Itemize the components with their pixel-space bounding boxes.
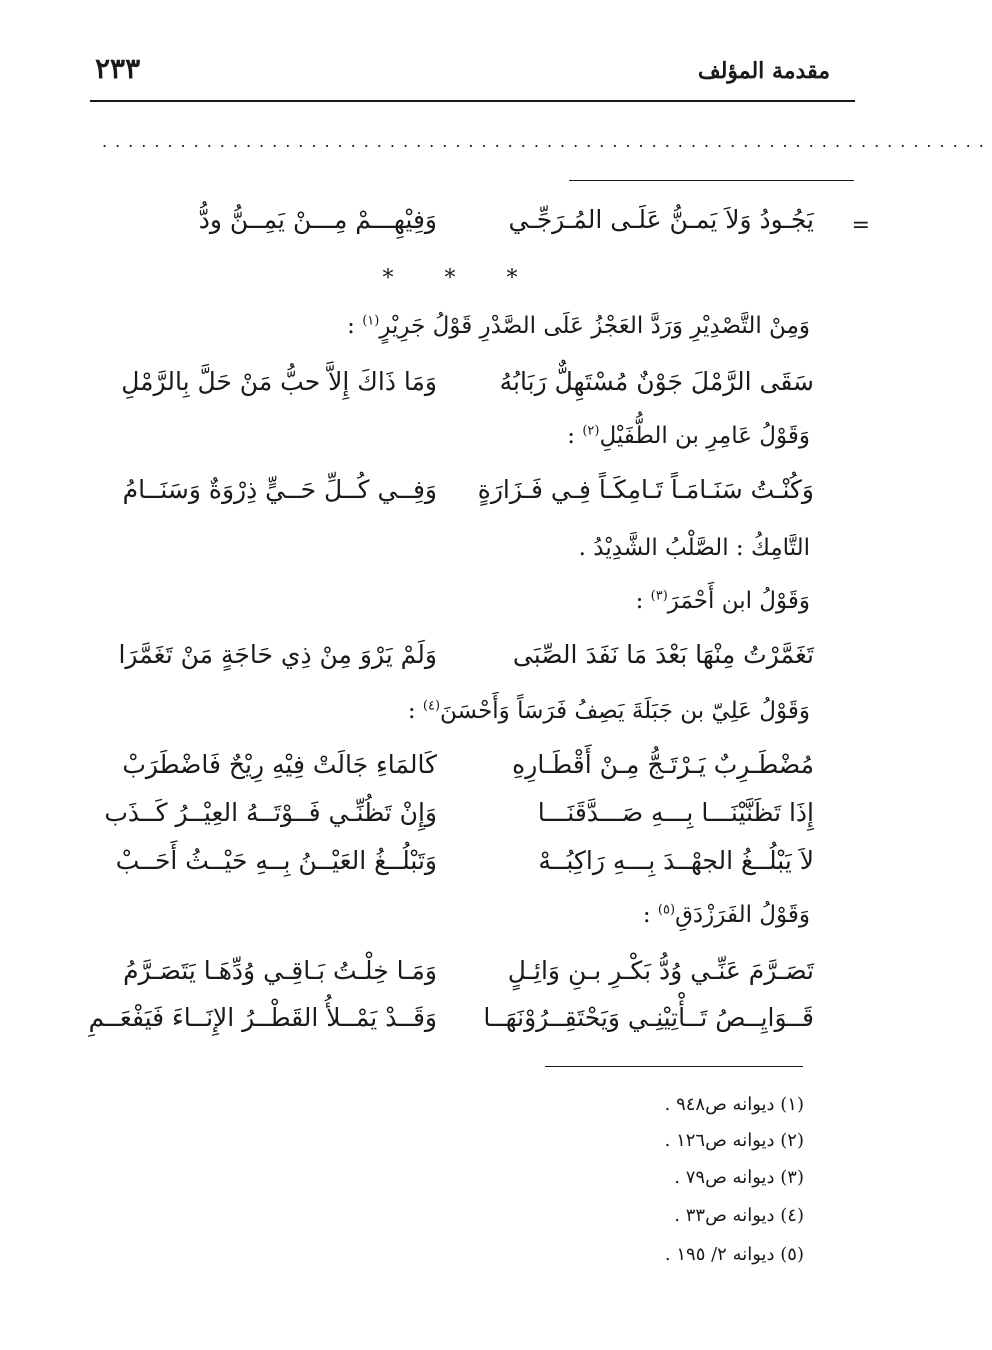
intro-amir: [567, 423, 810, 449]
verse-jarir-right: سَقَى الرَّمْلَ جَوْنٌ مُسْتَهِلٌّ رَبَابُهُ: [499, 367, 814, 396]
verse-ali-1-left: كَالمَاءِ جَالَتْ فِيْهِ رِيْحٌ فَاضْطَرَبْ: [122, 750, 437, 779]
verse-ali-3-right: لاَ يَبْلُــغُ الجهْــدَ بِـــهِ رَاكِبُــهْ: [538, 846, 814, 875]
intro-colon: :: [567, 423, 575, 449]
verse-farazdaq-1-left: وَمَـا خِلْـتُ بَـاقِـي وُدِّهَـا يَتَصَـرَّمُ: [123, 956, 437, 985]
intro-text: وَقَوْلُ عَامِرِ بن الطُّفَيْلِ: [599, 423, 810, 449]
footnote-rule: [545, 1066, 803, 1067]
footnote-2: (٢) ديوانه ص١٢٦ .: [664, 1130, 804, 1151]
verse-farazdaq-1-right: تَصَـرَّمَ عَنِّـي وُدُّ بَكْـرِ بـنِ وَائِـلٍ: [507, 956, 814, 985]
footnote-ref: (٤): [422, 698, 441, 714]
footnote-1: (١) ديوانه ص٩٤٨ .: [664, 1094, 804, 1115]
verse-ali-2-left: وَإِنْ تَظُنِّـي فَــوْتَــهُ العِيْــرُ كَــذَب: [104, 798, 437, 827]
footnote-ref: (٥): [657, 902, 676, 918]
verse-farazdaq-2-left: وَقَــدْ يَمْــلأُ القَطْــرُ الإِنَــاءَ فَيَفْعَــمِ: [88, 1003, 437, 1032]
intro-colon: :: [642, 902, 651, 928]
intro-text: وَقَوْلُ ابن أَحْمَرَ: [667, 588, 810, 614]
verse-ali-2-right: إِذَا تَظَنَّيْنَـــا بِـــهِ صَـــدَّقَنَـــا: [537, 798, 814, 827]
verse-ali-1-right: مُضْطَـرِبٌ يَـرْتَـجُّ مِـنْ أَقْطَـارِهِ: [512, 750, 814, 779]
prior-verse-right: يَجُـودُ وَلاَ يَمـنُّ عَلَـى المُـرَجِّـي: [508, 205, 814, 234]
running-header-title: مقدمة المؤلف: [697, 58, 830, 84]
footnote-3: (٣) ديوانه ص٧٩ .: [674, 1167, 804, 1188]
section-stars: * * *: [382, 266, 540, 291]
intro-colon: :: [347, 313, 355, 339]
verse-ahmar-right: تَغَمَّرْتُ مِنْهَا بَعْدَ مَا نَفَدَ الصِّبَى: [512, 640, 814, 669]
intro-text: وَقَوْلُ عَلِيّ بن جَبَلَةَ يَصِفُ فَرَسَاً وَأَحْسَنَ: [440, 698, 810, 724]
intro-ali: [408, 698, 810, 724]
header-rule: [90, 100, 855, 102]
intro-text: وَقَوْلُ الفَرَزْدَقِ: [675, 902, 810, 928]
continuation-mark: =: [851, 213, 870, 238]
verse-amir-right: وَكُنْـتُ سَنَـامَـاً تَـامِكَـاً فِـي فَـزَارَةٍ: [477, 475, 814, 504]
verse-amir-left: وَفِــي كُــلِّ حَــيٍّ ذِرْوَةٌ وَسَنَــامُ: [122, 475, 437, 504]
gloss-tamik: التَّامِكُ : الصَّلْبُ الشَّدِيْدُ .: [578, 535, 810, 561]
footnote-ref: (١): [362, 313, 380, 329]
verse-farazdaq-2-right: قَــوَايِــصُ تَــأْتِيْنِـي وَيَحْتَقِــرُوْنَهَــا: [483, 1003, 814, 1032]
continuation-rule: [569, 180, 854, 181]
intro-farazdaq: [643, 902, 810, 928]
footnote-ref: (٢): [582, 423, 600, 439]
footnote-ref: (٣): [650, 588, 668, 604]
verse-ali-3-left: وَتَبْلُــغُ العَيْــنُ بِــهِ حَيْــثُ أَحَــبْ: [115, 846, 437, 875]
prior-verse-left: وَفِيْهِـــمْ مِـــنْ يَمِــنُّ ودُّ: [198, 205, 437, 234]
verse-ahmar-left: وَلَمْ يَرْوَ مِنْ ذِي حَاجَةٍ مَنْ تَغَمَّرَا: [118, 640, 437, 669]
intro-colon: :: [635, 588, 644, 614]
intro-text: وَمِنْ التَّصْدِيْرِ وَرَدَّ العَجْزُ عَلَى الصَّدْرِ قَوْلُ جَرِيْرٍ: [379, 313, 810, 339]
footnote-5: (٥) ديوانه ٢/ ١٩٥ .: [664, 1244, 804, 1265]
dotted-separator: ....................................................................: [102, 132, 992, 151]
verse-jarir-left: وَمَا ذَاكَ إِلاَّ حبُّ مَنْ حَلَّ بِالرَّمْلِ: [121, 367, 437, 396]
intro-ahmar: [636, 588, 810, 614]
footnote-4: (٤) ديوانه ص٣٣ .: [674, 1205, 804, 1226]
page-number: ٢٣٣: [95, 52, 141, 85]
intro-colon: :: [407, 698, 416, 724]
intro-jarir: [347, 313, 810, 339]
